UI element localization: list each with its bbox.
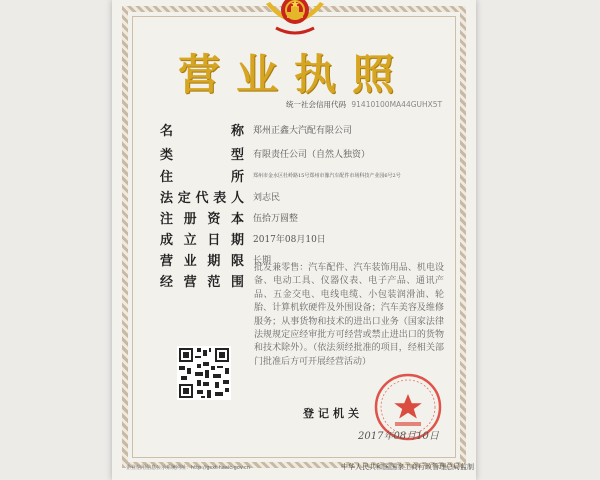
field-value-term: 长期	[253, 256, 272, 266]
credit-code-value: 91410100MA44GUHX5T	[351, 100, 443, 109]
footer-issuer: 中华人民共和国国家工商行政管理总局监制	[341, 463, 474, 471]
document-title: 营业执照	[177, 50, 410, 99]
field-value-name: 郑州正鑫大汽配有限公司	[253, 126, 353, 136]
field-label-address: 住所	[160, 170, 244, 185]
field-label-scope: 经营范围	[160, 275, 244, 290]
field-value-address: 郑州市金水区杜岭路15号郑州市豫汽车配件市场科技产业园6号2号	[253, 173, 401, 179]
registration-date: 2017年08月10日	[358, 431, 439, 442]
field-label-name: 名称	[160, 124, 244, 139]
credit-code-label: 统一社会信用代码	[286, 100, 346, 109]
field-value-type: 有限责任公司（自然人独资）	[253, 150, 371, 160]
field-label-capital: 注册资本	[160, 212, 244, 227]
field-label-legal-rep: 法定代表人	[160, 191, 244, 206]
qr-code[interactable]	[177, 346, 231, 400]
field-value-capital: 伍拾万圆整	[253, 214, 299, 224]
business-scope-text: 批发兼零售：汽车配件、汽车装饰用品、机电设备、电动工具、仪器仪表、电子产品、通讯产品、五金交电、电线电缆、小包装润滑油、轮胎、计算机软硬件及外围设备；汽车美容及维修服务；从事货物和技术的进出口业务（国家法律法规规定应经审批方可经营或禁止进出口的货物和技术除外）。（依法须经批准的项目，经相关部门批准后方可开展经营活动）	[254, 263, 444, 367]
field-label-established: 成立日期	[160, 233, 244, 248]
registration-authority-label: 登记机关	[303, 407, 363, 420]
field-value-established: 2017年08月10日	[253, 235, 326, 245]
footer-website: 企业信用信息公示系统网址：http://gsxt.haaic.gov.cn	[126, 465, 250, 471]
national-emblem-icon	[262, 0, 328, 38]
field-label-type: 类型	[160, 148, 244, 163]
field-label-term: 营业期限	[160, 254, 244, 269]
field-value-legal-rep: 刘志民	[253, 193, 281, 203]
credit-code-row	[286, 99, 442, 110]
